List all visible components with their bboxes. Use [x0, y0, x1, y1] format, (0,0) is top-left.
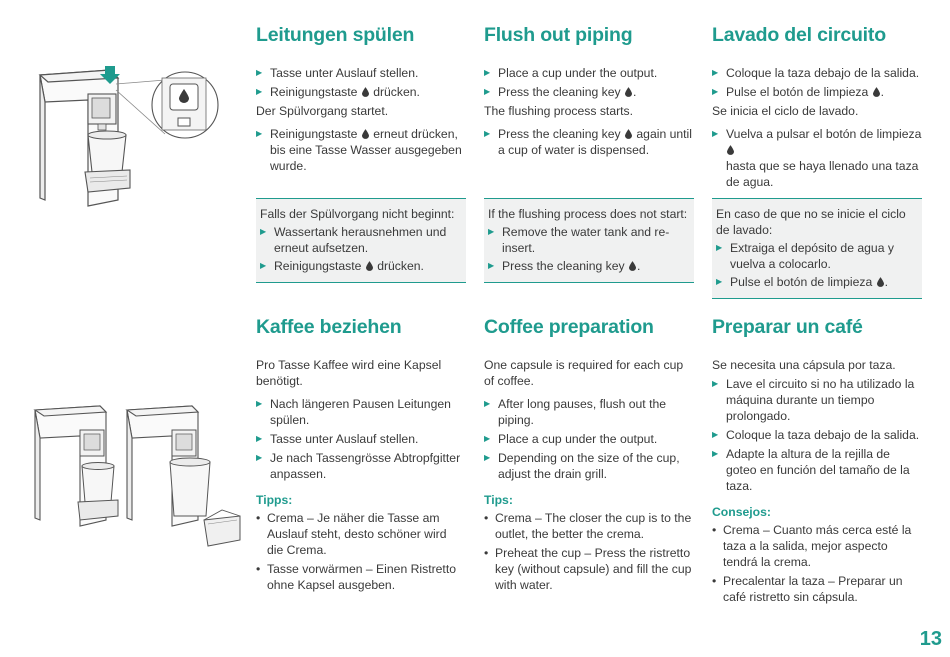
es-flush-step-2: ▶ Pulse el botón de limpieza .: [712, 84, 922, 100]
en-flush-starts: The flushing process starts.: [484, 104, 634, 118]
en-flush-step-2: ▶ Press the cleaning key .: [484, 84, 694, 100]
en-coffee-step-1: ▶ After long pauses, flush out the piping.: [484, 396, 694, 428]
water-drop-icon: [877, 277, 884, 287]
es-flush-step-3: ▶ Vuelva a pulsar el botón de limpieza hasta que se haya llenado una taza de agua.: [712, 126, 922, 190]
de-flush-step-1: ▶ Tasse unter Auslauf stellen.: [256, 65, 466, 81]
en-flush-step-3: ▶ Press the cleaning key again until a cup of water is dispensed.: [484, 126, 694, 158]
de-coffee-intro: Pro Tasse Kaffee wird eine Kapsel benötigt.: [256, 358, 442, 388]
de-flush-step-3: ▶ Reinigungstaste erneut drücken, bis eine Tasse Wasser ausgegeben wurde.: [256, 126, 466, 174]
de-flush-title: Leitungen spülen: [256, 24, 415, 46]
es-flush-section: [712, 23, 922, 193]
en-coffee-step-2: ▶ Place a cup under the output.: [484, 431, 694, 447]
en-flush-section: [484, 23, 694, 161]
es-flush-troubleshoot-box: [712, 198, 922, 299]
machine-flush-illustration: [30, 60, 220, 220]
water-drop-icon: [873, 87, 880, 97]
en-coffee-section: [484, 315, 694, 596]
en-coffee-intro: One capsule is required for each cup of coffee.: [484, 358, 684, 388]
de-tip-2: • Tasse vorwärmen – Einen Ristretto ohne Kapsel ausgeben.: [256, 561, 466, 593]
en-coffee-title: Coffee preparation: [484, 316, 654, 338]
de-box-step-2: ▶ Reinigungstaste drücken.: [260, 258, 462, 274]
de-box-step-1: ▶ Wassertank herausnehmen und erneut aufsetzen.: [260, 224, 462, 256]
de-tips-label: Tipps:: [256, 493, 293, 507]
es-box-step-2: ▶ Pulse el botón de limpieza .: [716, 274, 918, 290]
es-coffee-section: [712, 315, 922, 608]
en-flush-troubleshoot-box: [484, 198, 694, 283]
es-coffee-intro: Se necesita una cápsula por taza.: [712, 358, 896, 372]
en-box-step-1: ▶ Remove the water tank and re-insert.: [488, 224, 690, 256]
es-coffee-step-3: ▶ Adapte la altura de la rejilla de goteo en función del tamaño de la taza.: [712, 446, 922, 494]
de-coffee-section: [256, 315, 466, 596]
es-coffee-step-1: ▶ Lave el circuito si no ha utilizado la máquina durante un tiempo prolongado.: [712, 376, 922, 424]
en-tip-2: • Preheat the cup – Press the ristretto key (without capsule) and fill the cup with water.: [484, 545, 694, 593]
en-tip-1: • Crema – The closer the cup is to the outlet, the better the crema.: [484, 510, 694, 542]
en-flush-step-1: ▶ Place a cup under the output.: [484, 65, 694, 81]
es-tips-label: Consejos:: [712, 505, 771, 519]
es-flush-title: Lavado del circuito: [712, 24, 886, 46]
en-box-intro: If the flushing process does not start:: [488, 207, 688, 221]
de-flush-section: [256, 23, 466, 177]
en-flush-title: Flush out piping: [484, 24, 633, 46]
de-flush-step-2: ▶ Reinigungstaste drücken.: [256, 84, 466, 100]
de-flush-starts: Der Spülvorgang startet.: [256, 104, 389, 118]
de-box-intro: Falls der Spülvorgang nicht beginnt:: [260, 207, 455, 221]
water-drop-icon: [366, 261, 373, 271]
page-number: 13: [919, 628, 942, 650]
de-coffee-step-3: ▶ Je nach Tassengrösse Abtropfgitter anpassen.: [256, 450, 466, 482]
es-box-intro: En caso de que no se inicie el ciclo de lavado:: [716, 207, 906, 237]
water-drop-icon: [629, 261, 636, 271]
water-drop-icon: [625, 129, 632, 139]
en-box-step-2: ▶ Press the cleaning key .: [488, 258, 690, 274]
es-flush-step-1: ▶ Coloque la taza debajo de la salida.: [712, 65, 922, 81]
es-box-step-1: ▶ Extraiga el depósito de agua y vuelva a colocarlo.: [716, 240, 918, 272]
es-coffee-title: Preparar un café: [712, 316, 863, 338]
water-drop-icon: [362, 87, 369, 97]
de-coffee-step-2: ▶ Tasse unter Auslauf stellen.: [256, 431, 466, 447]
en-coffee-step-3: ▶ Depending on the size of the cup, adjust the drain grill.: [484, 450, 694, 482]
es-flush-starts: Se inicia el ciclo de lavado.: [712, 104, 859, 118]
es-tip-1: • Crema – Cuanto más cerca esté la taza a la salida, mejor aspecto tendrá la crema.: [712, 522, 922, 570]
water-drop-icon: [362, 129, 369, 139]
water-drop-icon: [727, 145, 734, 155]
es-tip-2: • Precalentar la taza – Preparar un café ristretto sin cápsula.: [712, 573, 922, 605]
water-drop-icon: [625, 87, 632, 97]
de-coffee-step-1: ▶ Nach längeren Pausen Leitungen spülen.: [256, 396, 466, 428]
en-tips-label: Tips:: [484, 493, 513, 507]
machines-coffee-illustration: [30, 400, 245, 555]
de-flush-troubleshoot-box: [256, 198, 466, 283]
de-coffee-title: Kaffee beziehen: [256, 316, 402, 338]
es-coffee-step-2: ▶ Coloque la taza debajo de la salida.: [712, 427, 922, 443]
de-tip-1: • Crema – Je näher die Tasse am Auslauf steht, desto schöner wird die Crema.: [256, 510, 466, 558]
